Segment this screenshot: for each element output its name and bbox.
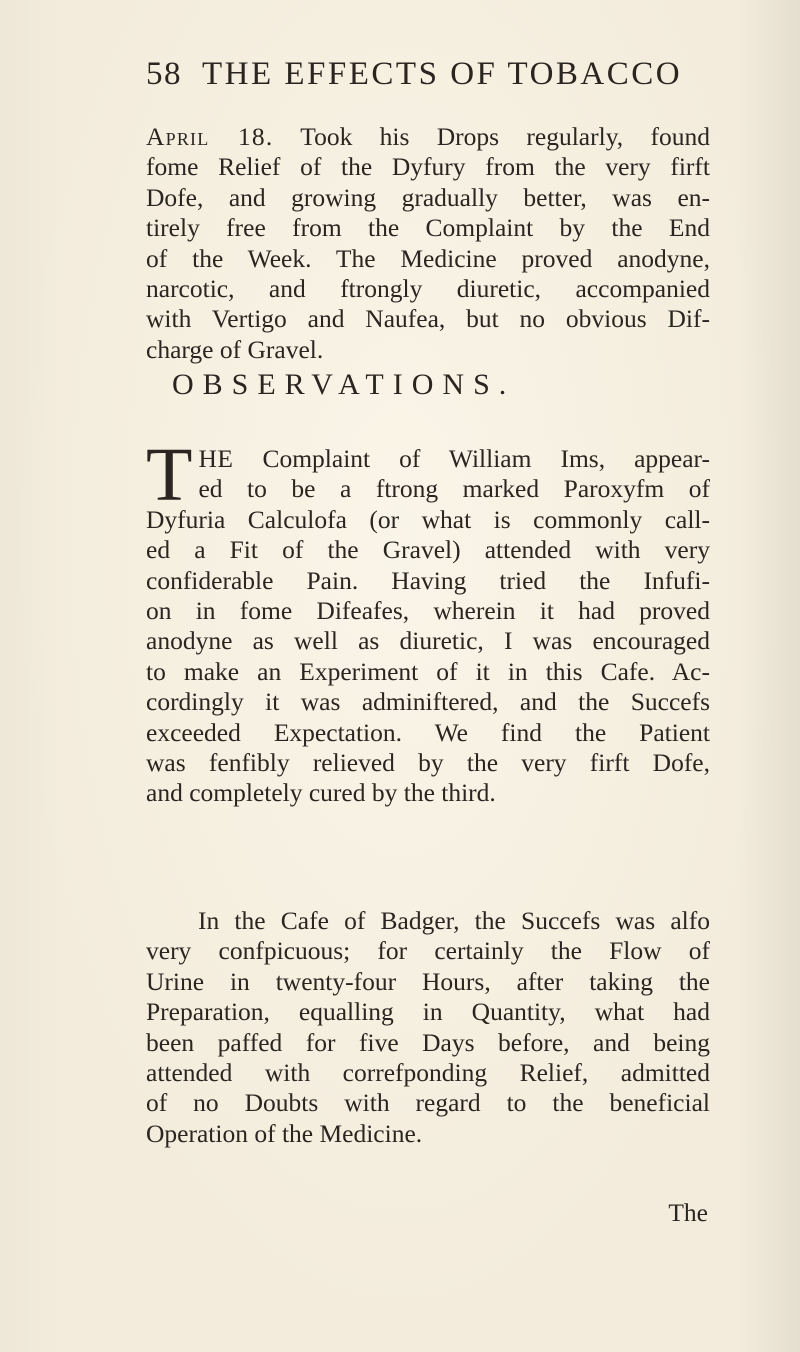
text-line: and completely cured by the third. bbox=[146, 778, 496, 808]
catchword: The bbox=[668, 1198, 708, 1227]
text-line: ed a Fit of the Gravel) attended with very bbox=[146, 535, 710, 565]
text-line bbox=[146, 122, 710, 152]
text-line: Operation of the Medicine. bbox=[146, 1118, 423, 1148]
text-line: attended with correfponding Relief, admitted bbox=[146, 1058, 710, 1088]
section-heading: OBSERVATIONS. bbox=[172, 368, 516, 401]
text-line: been paffed for five Days before, and being bbox=[146, 1027, 710, 1057]
paragraph-badger bbox=[146, 906, 710, 1149]
text-line: with Vertigo and Naufea, but no obvious Dif- bbox=[146, 304, 710, 334]
paragraph-observations bbox=[146, 433, 710, 809]
diary-entry bbox=[146, 122, 710, 365]
text-line: fome Relief of the Dyfury from the very firft bbox=[146, 152, 710, 182]
text-line: Preparation, equalling in Quantity, what had bbox=[146, 997, 710, 1027]
text-line: In the Cafe of Badger, the Succefs was alfo bbox=[198, 906, 710, 935]
text-line: anodyne as well as diuretic, I was encouraged bbox=[146, 626, 710, 656]
text-line: Dofe, and growing gradually better, was en- bbox=[146, 182, 710, 212]
text-line: on in fome Difeafes, wherein it had proved bbox=[146, 596, 710, 626]
entry-line-text: Took his Drops regularly, found bbox=[300, 122, 710, 151]
entry-date: April 18. bbox=[146, 122, 274, 151]
text-line: ed to be a ftrong marked Paroxyfm of bbox=[198, 474, 710, 504]
first-word-rest: HE bbox=[198, 444, 234, 473]
text-line: was fenfibly relieved by the very firft Dofe, bbox=[146, 748, 710, 778]
text-line: of the Week. The Medicine proved anodyne, bbox=[146, 243, 710, 273]
text-line: confiderable Pain. Having tried the Infufi- bbox=[146, 565, 710, 595]
text-line: exceeded Expectation. We find the Patient bbox=[146, 717, 710, 747]
running-head: THE EFFECTS OF TOBACCO bbox=[202, 56, 683, 92]
text-line: narcotic, and ftrongly diuretic, accompanied bbox=[146, 274, 710, 304]
line-text: Complaint of William Ims, appear- bbox=[262, 444, 710, 473]
page-number: 58 bbox=[146, 56, 182, 92]
text-line: charge of Gravel. bbox=[146, 334, 324, 364]
text-line: of no Doubts with regard to the beneficial bbox=[146, 1088, 710, 1118]
page-header bbox=[146, 58, 706, 91]
drop-cap: T bbox=[146, 433, 193, 517]
text-line: to make an Experiment of it in this Cafe. Ac- bbox=[146, 656, 710, 686]
text-line: Dyfuria Calculofa (or what is commonly call- bbox=[146, 504, 710, 534]
text-line: Urine in twenty-four Hours, after taking the bbox=[146, 966, 710, 996]
text-line: very confpicuous; for certainly the Flow of bbox=[146, 936, 710, 966]
text-line: cordingly it was adminiftered, and the Succefs bbox=[146, 687, 710, 717]
text-line: tirely free from the Complaint by the End bbox=[146, 213, 710, 243]
text-line bbox=[198, 444, 710, 474]
